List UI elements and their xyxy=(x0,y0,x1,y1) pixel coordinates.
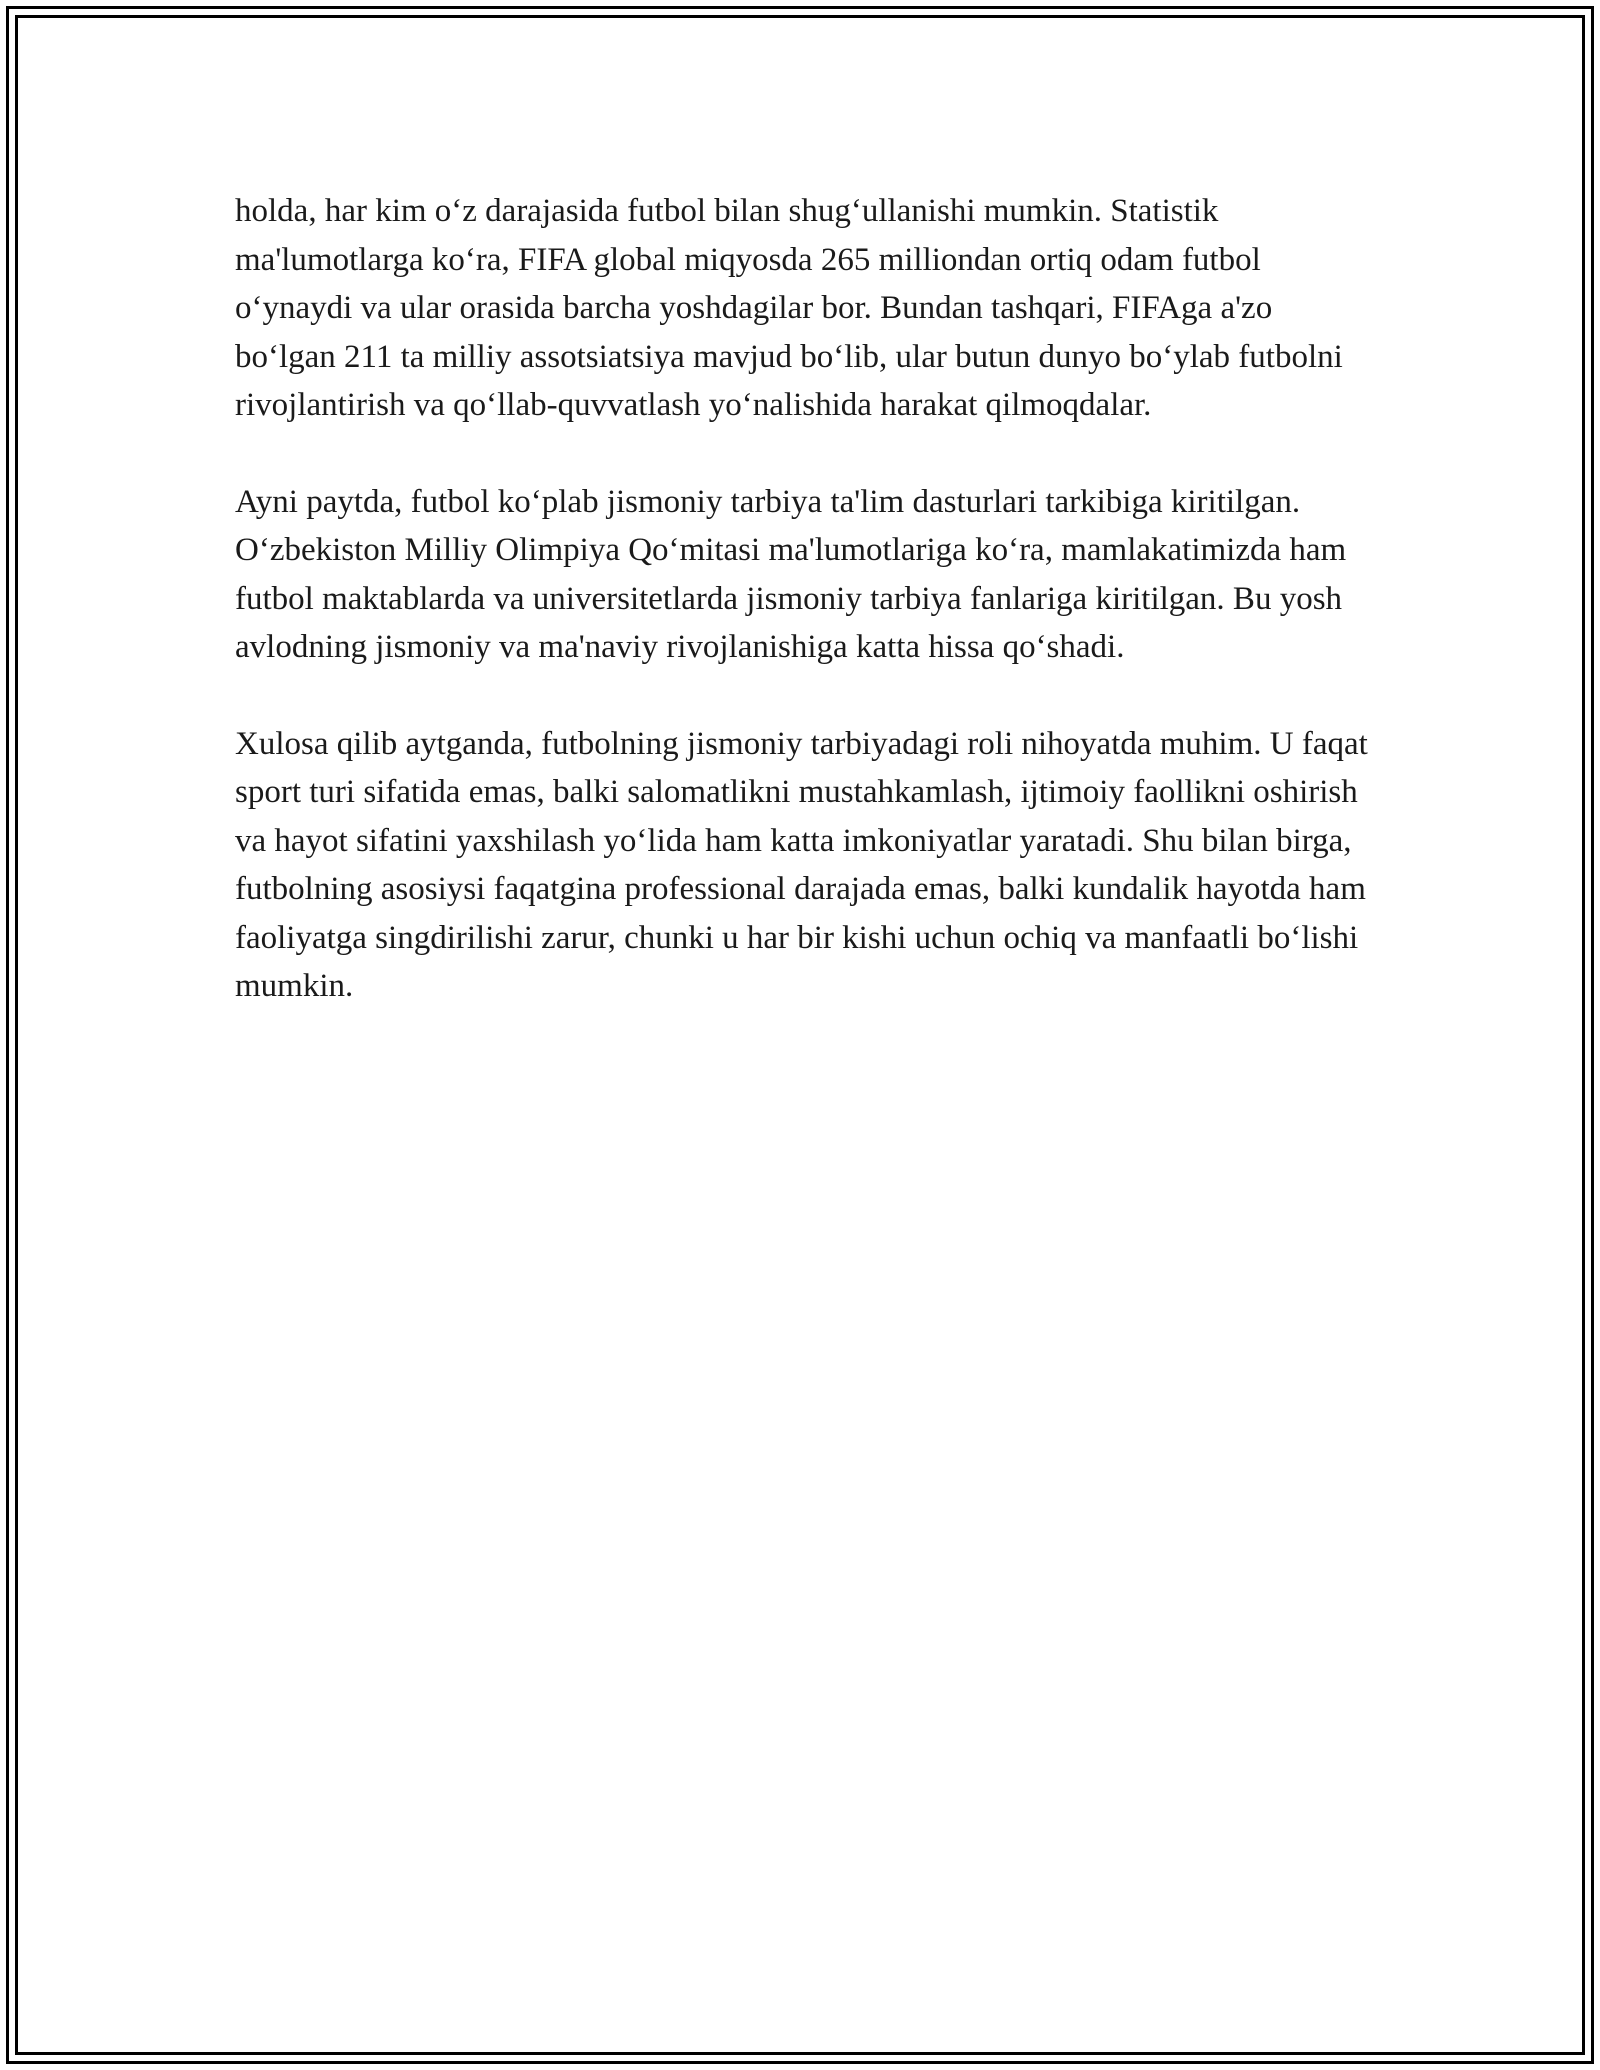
paragraph-fifa-statistics: holda, har kim o‘z darajasida futbol bilan shug‘ullanishi mumkin. Statistik ma'lumotlarga ko‘ra, FIFA global miqyosda 265 milliondan ortiq odam futbol o‘ynaydi va ular orasida barcha yoshdagilar bor. Bundan tashqari, FIFAga a'zo bo‘lgan 211 ta milliy assotsiatsiya mavjud bo‘lib, ular butun dunyo bo‘ylab futbolni rivojlantirish va qo‘llab-quvvatlash yo‘nalishida harakat qilmoqdalar. xyxy=(235,193,1343,423)
paragraph-conclusion: Xulosa qilib aytganda, futbolning jismoniy tarbiyadagi roli nihoyatda muhim. U faqat sport turi sifatida emas, balki salomatlikni mustahkamlash, ijtimoiy faollikni oshirish va hayot sifatini yaxshilash yo‘lida ham katta imkoniyatlar yaratadi. Shu bilan birga, futbolning asosiysi faqatgina professional darajada emas, balki kundalik hayotda ham faoliyatga singdirilishi zarur, chunki u har bir kishi uchun ochiq va manfaatli bo‘lishi mumkin. xyxy=(235,725,1368,1004)
document-body xyxy=(235,187,1375,1059)
paragraph-education-programs: Ayni paytda, futbol ko‘plab jismoniy tarbiya ta'lim dasturlari tarkibiga kiritilgan. O‘zbekiston Milliy Olimpiya Qo‘mitasi ma'lumotlariga ko‘ra, mamlakatimizda ham futbol maktablarda va universitetlarda jismoniy tarbiya fanlariga kiritilgan. Bu yosh avlodning jismoniy va ma'naviy rivojlanishiga katta hissa qo‘shadi. xyxy=(235,483,1347,665)
